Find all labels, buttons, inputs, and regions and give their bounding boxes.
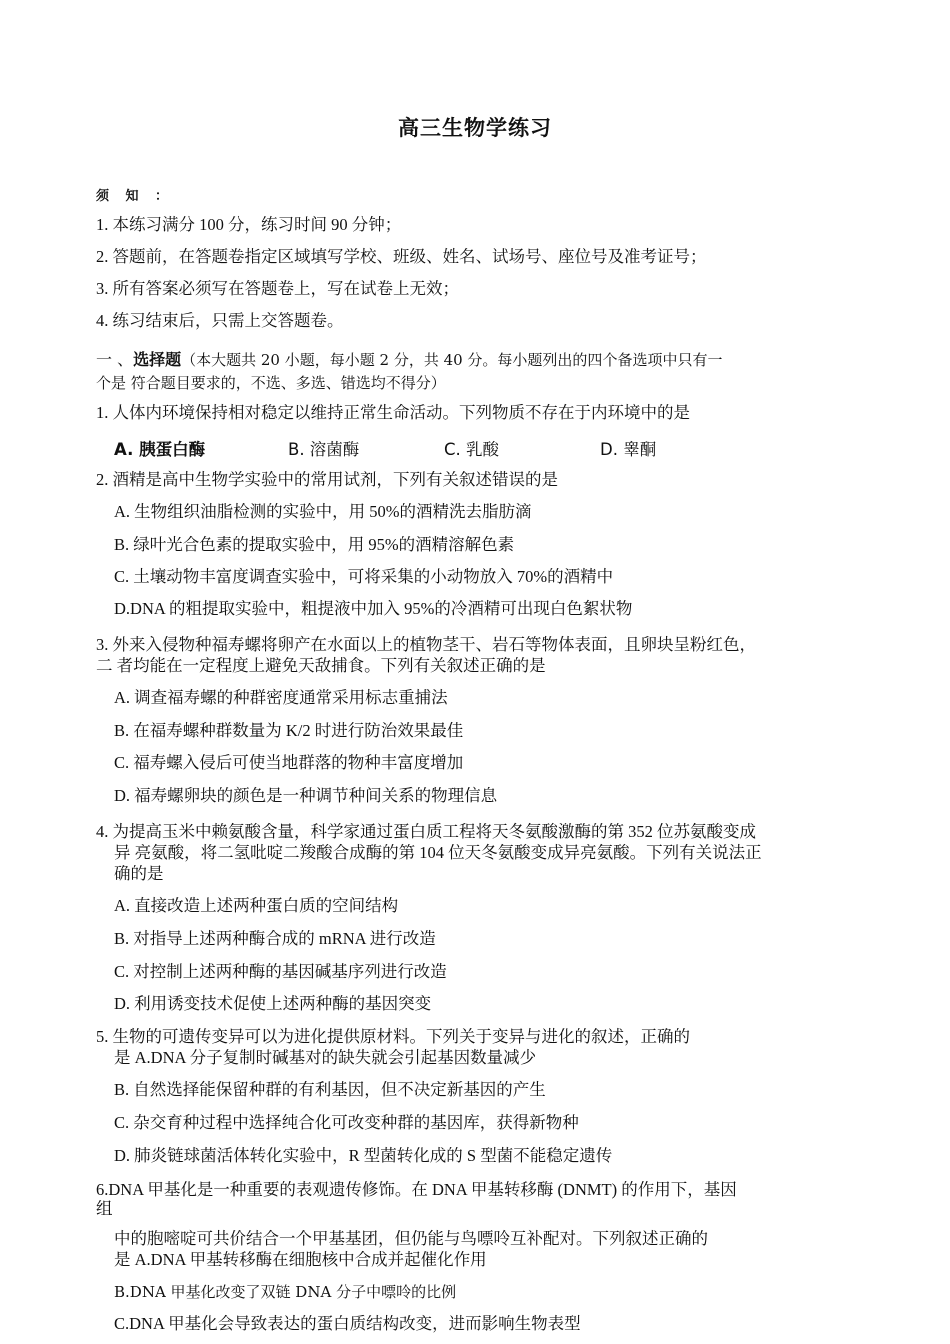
- question-3-stem: 3. 外来入侵物种福寿螺将卵产在水面以上的植物茎干、岩石等物体表面，且卵块呈粉红色，: [96, 635, 756, 654]
- option-b: B. 对指导上述两种酶合成的 mRNA 进行改造: [114, 929, 436, 948]
- section-prefix: 一 、: [96, 350, 134, 369]
- option-d: D. 利用诱变技术促使上述两种酶的基因突变: [114, 994, 432, 1013]
- notice-heading: 须 知 ：: [96, 189, 175, 204]
- question-1-options: [114, 436, 834, 458]
- option-c: C. 土壤动物丰富度调查实验中，可将采集的小动物放入 70%的酒精中: [114, 567, 614, 586]
- option-b: B. 自然选择能保留种群的有利基因，但不决定新基因的产生: [114, 1080, 546, 1099]
- question-6-stem-cont: 是 A.DNA 甲基转移酶在细胞核中合成并起催化作用: [114, 1250, 487, 1269]
- question-2-stem: 2. 酒精是高中生物学实验中的常用试剂，下列有关叙述错误的是: [96, 470, 558, 489]
- option-a: A. 直接改造上述两种蛋白质的空间结构: [114, 896, 399, 915]
- section-heading: [96, 349, 722, 371]
- question-6-stem: 6.DNA 甲基化是一种重要的表观遗传修饰。在 DNA 甲基转移酶 (DNMT) 的作用下，基因: [96, 1180, 737, 1199]
- option-a: A. 胰蛋白酶: [114, 440, 206, 459]
- option-b: B. 溶菌酶: [288, 440, 360, 459]
- page-title: 高三生物学练习: [398, 116, 552, 140]
- option-d: D.DNA 的粗提取实验中，粗提液中加入 95%的冷酒精可出现白色絮状物: [114, 599, 633, 618]
- notice-item: 3. 所有答案必须写在答题卷上，写在试卷上无效；: [96, 279, 459, 298]
- notice-item: 1. 本练习满分 100 分，练习时间 90 分钟；: [96, 215, 402, 234]
- notice-item: 4. 练习结束后，只需上交答题卷。: [96, 311, 344, 330]
- option-b: B. 在福寿螺种群数量为 K/2 时进行防治效果最佳: [114, 721, 464, 740]
- option-c: C.DNA 甲基化会导致表达的蛋白质结构改变，进而影响生物表型: [114, 1314, 581, 1333]
- option-d: D. 福寿螺卵块的颜色是一种调节种间关系的物理信息: [114, 786, 498, 805]
- question-5-stem-cont: 是 A.DNA 分子复制时碱基对的缺失就会引起基因数量减少: [114, 1048, 537, 1067]
- option-b: B.DNA 甲基化改变了双链 DNA 分子中嘌呤的比例: [114, 1283, 457, 1301]
- question-4-stem-cont: 确的是: [114, 864, 164, 883]
- option-b: B. 绿叶光合色素的提取实验中，用 95%的酒精溶解色素: [114, 535, 515, 554]
- option-d: D. 肺炎链球菌活体转化实验中，R 型菌转化成的 S 型菌不能稳定遗传: [114, 1146, 613, 1165]
- question-3-stem-cont: 二 者均能在一定程度上避免天敌捕食。下列有关叙述正确的是: [96, 656, 546, 675]
- notice-item: 2. 答题前，在答题卷指定区域填写学校、班级、姓名、试场号、座位号及准考证号；: [96, 247, 707, 266]
- option-c: C. 杂交育种过程中选择纯合化可改变种群的基因库，获得新物种: [114, 1113, 579, 1132]
- question-4-stem-cont: 异 亮氨酸，将二氢吡啶二羧酸合成酶的第 104 位天冬氨酸变成异亮氨酸。下列有关说法正: [114, 843, 762, 862]
- section-note-cont: 个是 符合题目要求的，不选、多选、错选均不得分）: [96, 374, 446, 392]
- option-a: A. 生物组织油脂检测的实验中，用 50%的酒精洗去脂肪滴: [114, 502, 532, 521]
- question-4-stem: 4. 为提高玉米中赖氨酸含量，科学家通过蛋白质工程将天冬氨酸激酶的第 352 位苏氨酸变成: [96, 822, 756, 841]
- option-a: A. 调查福寿螺的种群密度通常采用标志重捕法: [114, 688, 448, 707]
- option-c: C. 乳酸: [444, 440, 500, 459]
- question-1-stem: 1. 人体内环境保持相对稳定以维持正常生命活动。下列物质不存在于内环境中的是: [96, 403, 690, 422]
- question-6-stem-cont: 组: [96, 1199, 113, 1218]
- question-6-stem-cont: 中的胞嘧啶可共价结合一个甲基基团，但仍能与鸟嘌呤互补配对。下列叙述正确的: [114, 1229, 708, 1248]
- option-c: C. 对控制上述两种酶的基因碱基序列进行改造: [114, 962, 447, 981]
- option-d: D. 睾酮: [600, 440, 657, 459]
- section-note: （本大题共 20 小题，每小题 2 分，共 40 分。每小题列出的四个备选项中只有一: [181, 351, 723, 369]
- section-name: 选择题: [133, 350, 182, 369]
- option-c: C. 福寿螺入侵后可使当地群落的物种丰富度增加: [114, 753, 464, 772]
- question-5-stem: 5. 生物的可遗传变异可以为进化提供原材料。下列关于变异与进化的叙述，正确的: [96, 1027, 690, 1046]
